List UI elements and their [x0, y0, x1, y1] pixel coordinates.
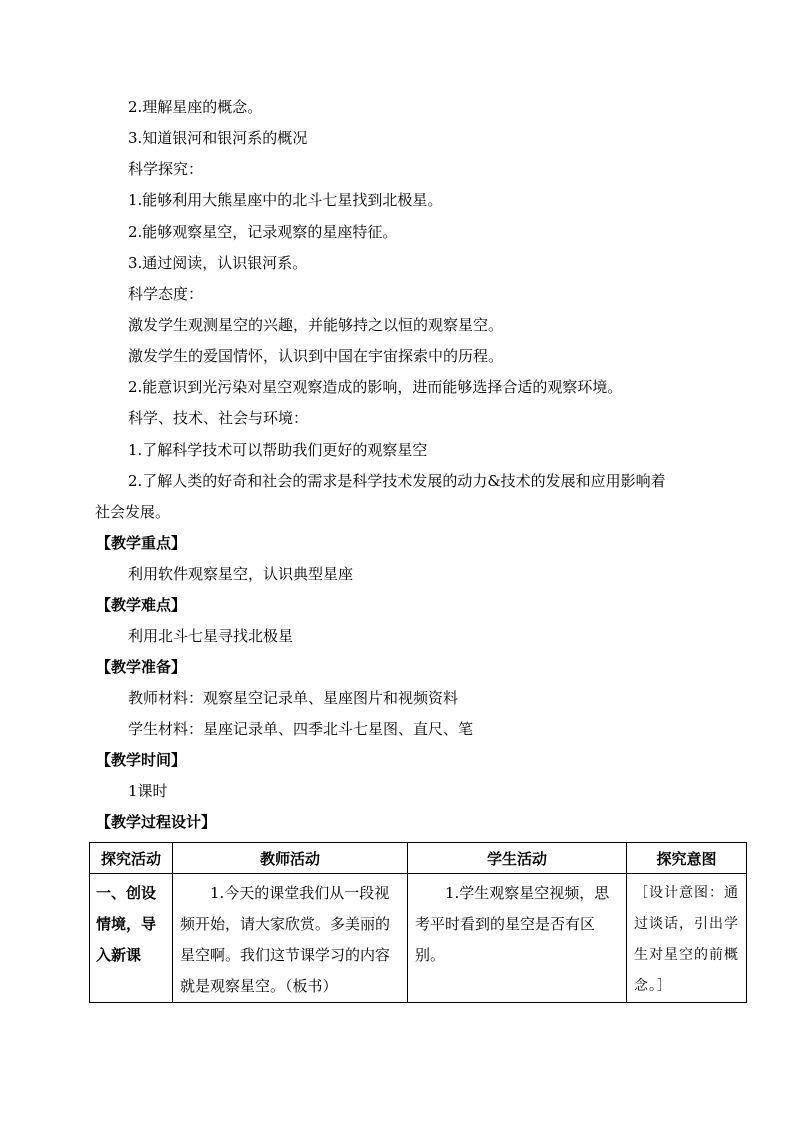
cell-student: 1.学生观察星空视频，思考平时看到的星空是否有区别。 — [408, 874, 627, 1003]
header-intent: 探究意图 — [627, 843, 747, 874]
preparation-heading: 【教学准备】 — [96, 658, 187, 676]
header-teacher: 教师活动 — [173, 843, 408, 874]
stse-line-2-cont: 社会发展。 — [95, 503, 171, 521]
inquiry-line-2: 2.能够观察星空，记录观察的星座特征。 — [128, 223, 398, 241]
table-row — [90, 874, 747, 1003]
difficulties-heading: 【教学难点】 — [96, 596, 187, 614]
inquiry-line-1: 1.能够利用大熊星座中的北斗七星找到北极星。 — [128, 191, 443, 209]
inquiry-line-3: 3.通过阅读，认识银河系。 — [128, 254, 308, 272]
student-materials: 学生材料：星座记录单、四季北斗七星图、直尺、笔 — [128, 720, 474, 738]
header-activity: 探究活动 — [90, 843, 173, 874]
process-heading: 【教学过程设计】 — [96, 813, 217, 831]
header-student: 学生活动 — [408, 843, 627, 874]
stse-line-2: 2.了解人类的好奇和社会的需求是科学技术发展的动力&技术的发展和应用影响着 — [128, 472, 666, 490]
stse-line-1: 1.了解科学技术可以帮助我们更好的观察星空 — [128, 441, 428, 459]
attitude-line-2: 激发学生的爱国情怀，认识到中国在宇宙探索中的历程。 — [128, 347, 504, 365]
objective-line-2: 3.知道银河和银河系的概况 — [128, 129, 308, 147]
process-table — [89, 842, 747, 1003]
cell-intent: ［设计意图：通过谈话，引出学生对星空的前概念。］ — [627, 874, 747, 1003]
difficulties-text: 利用北斗七星寻找北极星 — [128, 627, 294, 645]
key-points-heading: 【教学重点】 — [96, 534, 187, 552]
stse-heading: 科学、技术、社会与环境： — [128, 409, 309, 427]
objective-line-1: 2.理解星座的概念。 — [128, 98, 263, 116]
cell-teacher: 1.今天的课堂我们从一段视频开始，请大家欣赏。多美丽的星空啊。我们这节课学习的内容就是观察星空。（板书） — [173, 874, 408, 1003]
attitude-heading: 科学态度： — [128, 285, 204, 303]
key-points-text: 利用软件观察星空，认识典型星座 — [128, 565, 354, 583]
time-text: 1课时 — [128, 782, 168, 800]
attitude-line-1: 激发学生观测星空的兴趣，并能够持之以恒的观察星空。 — [128, 316, 504, 334]
inquiry-heading: 科学探究： — [128, 160, 204, 178]
cell-activity: 一、创设情境，导入新课 — [90, 874, 173, 1003]
teacher-materials: 教师材料：观察星空记录单、星座图片和视频资料 — [128, 689, 459, 707]
table-header-row — [90, 843, 747, 874]
attitude-line-3: 2.能意识到光污染对星空观察造成的影响，进而能够选择合适的观察环境。 — [128, 378, 623, 396]
time-heading: 【教学时间】 — [96, 751, 187, 769]
